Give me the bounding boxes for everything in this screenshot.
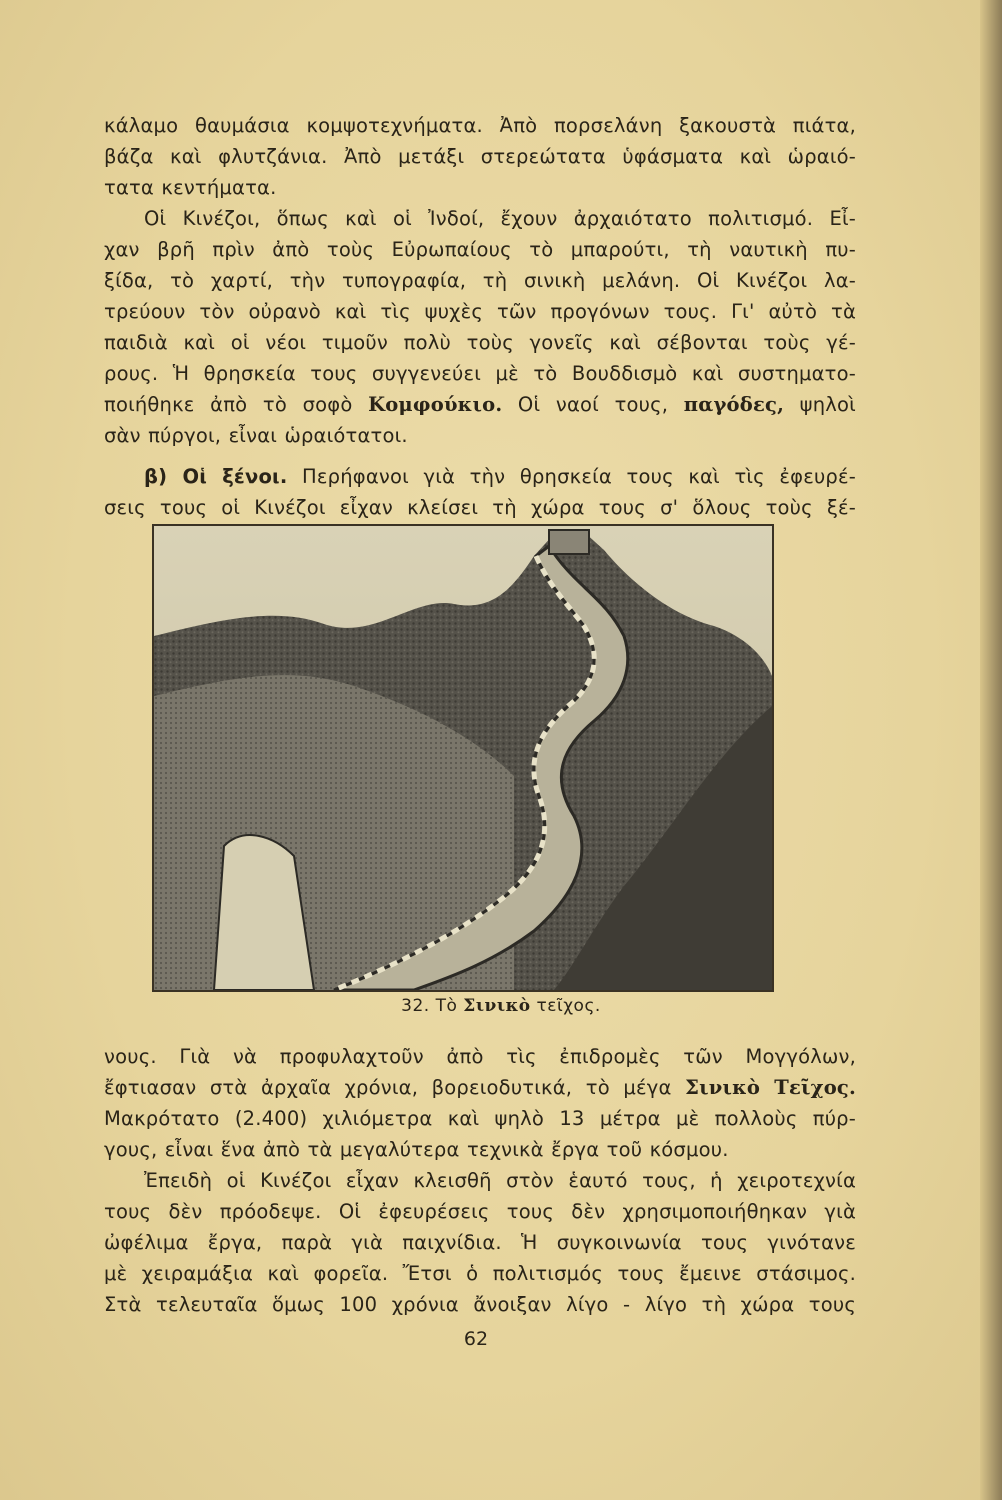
text-line: Μακρότατο (2.400) χιλιόμετρα καὶ ψηλὸ 13 μέτρα μὲ πολλοὺς πύρ- <box>104 1107 856 1130</box>
figure-caption <box>0 996 1002 1016</box>
page-edge-shadow <box>980 0 1002 1500</box>
text-fragment: ψηλοὶ <box>784 393 856 416</box>
section-b-line <box>104 461 856 492</box>
text-line: χαν βρῆ πρὶν ἀπὸ τοὺς Εὐρωπαίους τὸ μπαρούτι, τὴ ναυτικὴ πυ- <box>104 238 856 261</box>
paragraph-bottom <box>104 1041 856 1320</box>
caption-keyword: Σινικὸ <box>463 996 531 1016</box>
text-fragment: Οἱ ναοί τους, <box>502 393 684 416</box>
text-line: Οἱ Κινέζοι, ὅπως καὶ οἱ Ἰνδοί, ἔχουν ἀρχαιότατο πολιτισμό. Εἶ- <box>144 207 856 230</box>
text-line: Ἐπειδὴ οἱ Κινέζοι εἶχαν κλεισθῆ στὸν ἑαυτό τους, ἡ χειροτεχνία <box>144 1169 856 1192</box>
photo-illustration <box>154 526 772 990</box>
text-line: κάλαμο θαυμάσια κομψοτεχνήματα. Ἀπὸ πορσελάνη ξακουστὰ πιάτα, <box>104 114 856 137</box>
text-fragment: ποιήθηκε ἀπὸ τὸ σοφὸ <box>104 393 369 416</box>
text-line: τατα κεντήματα. <box>104 176 277 199</box>
keyword-great-wall: Σινικὸ Τεῖχος. <box>685 1076 856 1099</box>
text-line: μὲ χειραμάξια καὶ φορεῖα. Ἔτσι ὁ πολιτισμός τους ἔμεινε στάσιμος. <box>104 1262 856 1285</box>
text-line <box>104 389 856 420</box>
text-line: ὠφέλιμα ἔργα, παρὰ γιὰ παιχνίδια. Ἡ συγκοινωνία τους γινότανε <box>104 1231 856 1254</box>
text-line: τους δὲν πρόοδεψε. Οἱ ἐφευρέσεις τους δὲν χρησιμοποιήθηκαν γιὰ <box>104 1200 856 1223</box>
text-line: νους. Γιὰ νὰ προφυλαχτοῦν ἀπὸ τὶς ἐπιδρομὲς τῶν Μογγόλων, <box>104 1045 856 1068</box>
text-fragment: Περήφανοι γιὰ τὴν θρησκεία τους καὶ τὶς ἐφευρέ- <box>287 465 856 488</box>
text-line: γους, εἶναι ἕνα ἀπὸ τὰ μεγαλύτερα τεχνικὰ ἔργα τοῦ κόσμου. <box>104 1138 729 1161</box>
text-line: σὰν πύργοι, εἶναι ὡραιότατοι. <box>104 424 408 447</box>
caption-rest: τεῖχος. <box>530 996 601 1016</box>
text-line <box>104 1072 856 1103</box>
text-line: ρους. Ἡ θρησκεία τους συγγενεύει μὲ τὸ Βουδδισμὸ καὶ συστηματο- <box>104 362 856 385</box>
text-line: παιδιὰ καὶ οἱ νέοι τιμοῦν πολὺ τοὺς γονεῖς καὶ σέβονται τοὺς γέ- <box>104 331 856 354</box>
text-line: Στὰ τελευταῖα ὅμως 100 χρόνια ἄνοιξαν λίγο - λίγο τὴ χώρα τους <box>104 1293 856 1316</box>
paragraph-top <box>104 110 856 523</box>
text-fragment: ἔφτιασαν στὰ ἀρχαῖα χρόνια, βορειοδυτικά, τὸ μέγα <box>104 1076 686 1099</box>
keyword-pagodas: παγόδες, <box>683 393 785 416</box>
keyword-confucius: Κομφούκιο. <box>368 393 503 416</box>
text-line: τρεύουν τὸν οὐρανὸ καὶ τὶς ψυχὲς τῶν προγόνων τους. Γι' αὐτὸ τὰ <box>104 300 856 323</box>
section-heading: β) Οἱ ξένοι. <box>144 465 288 488</box>
great-wall-photo <box>152 524 774 992</box>
caption-number: 32. Τὸ <box>401 996 464 1016</box>
page-number: 62 <box>463 1328 489 1350</box>
text-line: ξίδα, τὸ χαρτί, τὴν τυπογραφία, τὴ σινικὴ μελάνη. Οἱ Κινέζοι λα- <box>104 269 856 292</box>
watchtower <box>549 530 589 554</box>
text-line: βάζα καὶ φλυτζάνια. Ἀπὸ μετάξι στερεώτατα ὑφάσματα καὶ ὡραιό- <box>104 145 856 168</box>
text-line: σεις τους οἱ Κινέζοι εἶχαν κλείσει τὴ χώρα τους σ' ὅλους τοὺς ξέ- <box>104 496 856 519</box>
